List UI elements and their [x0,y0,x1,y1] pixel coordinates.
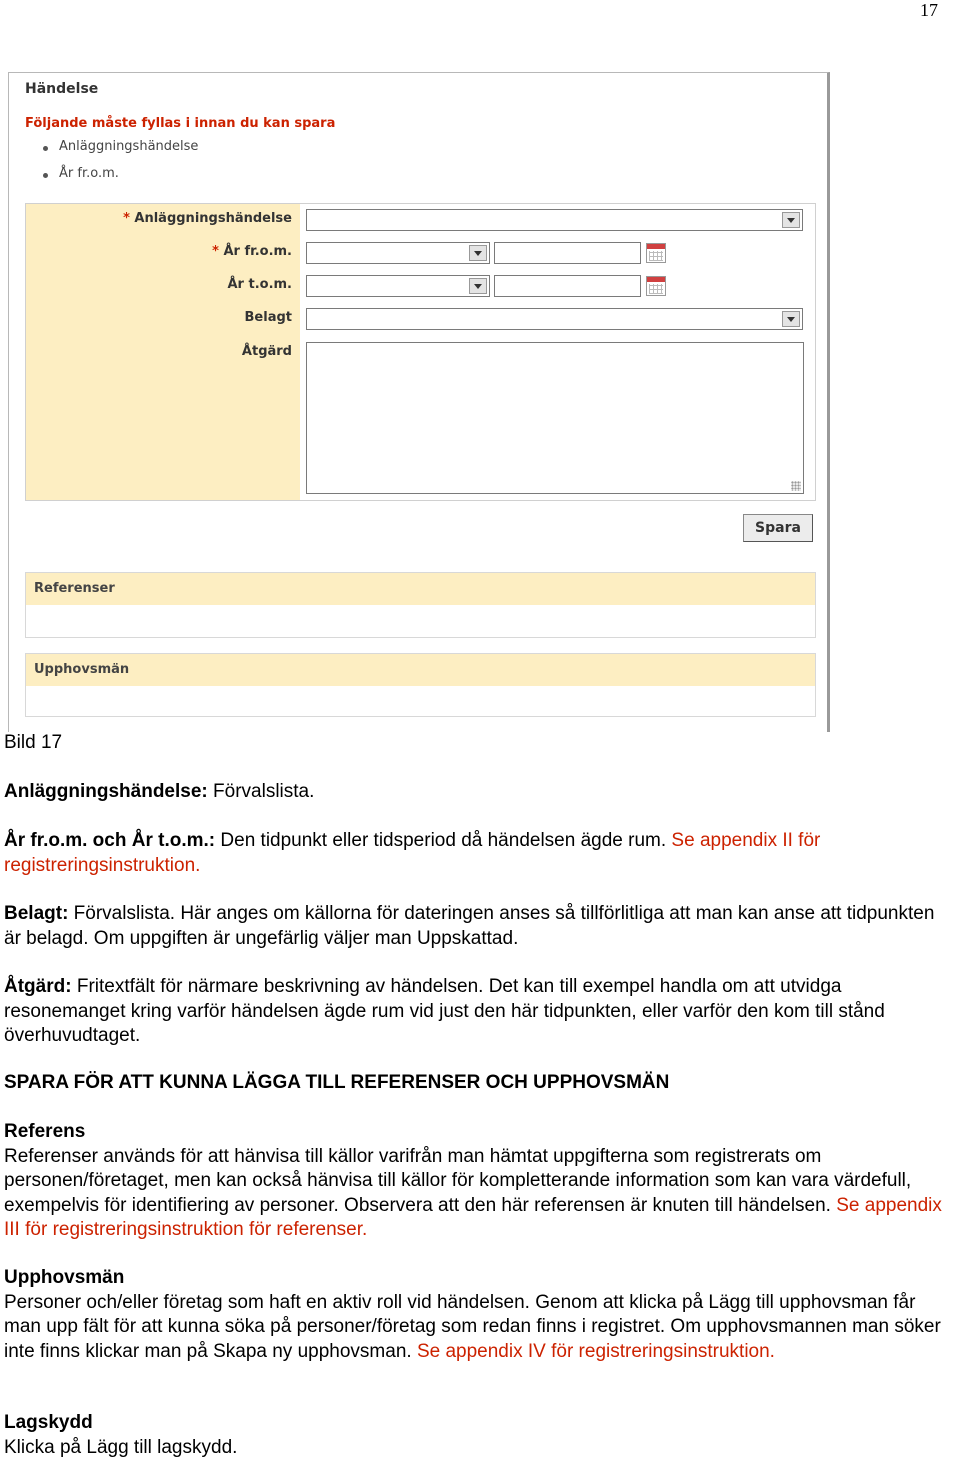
paragraph-upphovsman: Upphovsmän Personer och/eller företag som haft en aktiv roll vid händelsen. Genom att klicka på Lägg till upphovsman får man upp fält för att kunna söka på personer/företag som redan finns i registret. Om upphovsmannen man söker inte finns klickar man på Skapa ny upphovsman. Se appendix IV för registreringsinstruktion. [4,1267,941,1362]
anlaggningshandelse-select[interactable] [306,209,803,231]
atgard-textarea[interactable] [306,342,804,494]
save-note-heading: SPARA FÖR ATT KUNNA LÄGGA TILL REFERENSER OCH UPPHOVSMÄN [4,1072,670,1093]
appendix-link[interactable]: Se appendix II för registreringsinstruktion. [4,830,821,876]
anlaggningshandelse-label: * Anläggningshändelse [123,211,292,226]
paragraph-ar: År fr.o.m. och År t.o.m.: Den tidpunkt eller tidsperiod då händelsen ägde rum. Se appendix II för registreringsinstruktion. [4,830,821,876]
atgard-label: Åtgärd [241,344,292,359]
paragraph-lagskydd: Lagskydd Klicka på Lägg till lagskydd. [4,1412,238,1458]
required-fields-title: Följande måste fyllas i innan du kan spara [25,116,336,131]
ar-from-date-input[interactable] [494,242,641,264]
upphovsman-header[interactable]: Upphovsmän [26,654,815,686]
appendix-link[interactable]: Se appendix III för registreringsinstruktion för referenser. [4,1194,942,1240]
lagskydd-heading: Lagskydd [4,1412,93,1433]
appendix-link[interactable]: Se appendix IV för registreringsinstruktion. [416,1340,775,1362]
event-form [25,203,816,501]
referenser-header[interactable]: Referenser [26,573,815,605]
calendar-icon[interactable] [646,276,666,296]
upphovsman-section [25,653,816,717]
required-fields-list [41,139,198,193]
save-button[interactable]: Spara [743,514,813,542]
paragraph-anlaggning: Anläggningshändelse: Förvalslista. [4,781,315,802]
calendar-icon[interactable] [646,243,666,263]
ar-tom-select[interactable] [306,275,490,297]
chevron-down-icon[interactable] [782,311,800,327]
belagt-select[interactable] [306,308,803,330]
paragraph-atgard: Åtgärd: Fritextfält för närmare beskrivning av händelsen. Det kan till exempel handla om att utvidga resonemanget kring varför händelsen ägde rum vid just den här tidpunkten, eller varför den kom till stånd överhuvudtaget. [4,976,885,1046]
resize-grip-icon[interactable] [791,481,801,491]
paragraph-referens: Referens Referenser används för att hänvisa till källor varifrån man hämtat uppgifterna som registrerats om personen/företaget, men kan också hänvisa till källor för kompletterande information som kan vara värdefull, exempelvis för identifiering av personer. Observera att den här referensen är knuten till händelsen. Se appendix III för registreringsinstruktion för referenser. [4,1121,942,1240]
list-item: Anläggningshändelse [41,139,198,166]
ar-tom-label: År t.o.m. [227,277,292,292]
upphovsman-heading: Upphovsmän [4,1267,125,1288]
chevron-down-icon[interactable] [469,245,487,261]
belagt-label: Belagt [244,310,292,325]
ar-tom-date-input[interactable] [494,275,641,297]
form-labels-column [26,204,300,500]
referens-heading: Referens [4,1121,86,1142]
list-item: År fr.o.m. [41,166,198,193]
chevron-down-icon[interactable] [469,278,487,294]
ar-from-select[interactable] [306,242,490,264]
chevron-down-icon[interactable] [782,212,800,228]
page-number: 17 [920,0,938,20]
panel-title: Händelse [25,81,99,97]
referenser-section [25,572,816,638]
figure-caption: Bild 17 [4,732,63,753]
ar-from-label: * År fr.o.m. [212,244,292,259]
screenshot-panel [8,72,830,732]
paragraph-belagt: Belagt: Förvalslista. Här anges om källorna för dateringen anses så tillförlitliga att man kan anse att tidpunkten är belagd. Om uppgiften är ungefärlig väljer man Uppskattad. [4,903,935,949]
